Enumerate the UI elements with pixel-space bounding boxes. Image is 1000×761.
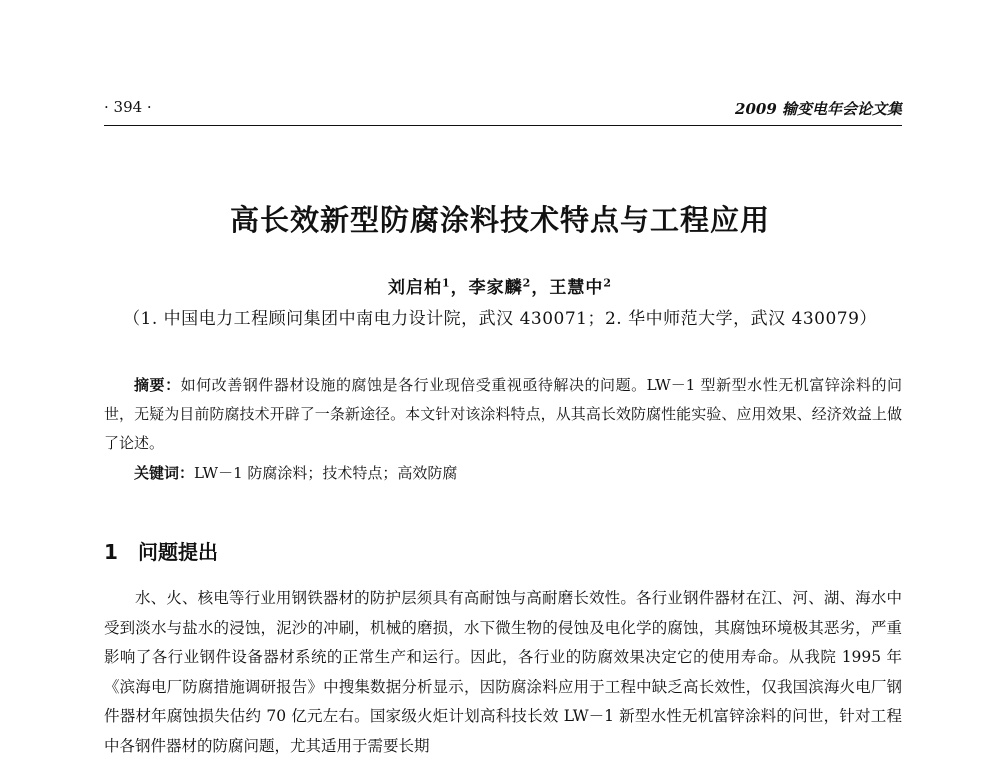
section-heading	[104, 536, 218, 565]
author-name: 李家麟	[468, 278, 523, 298]
abstract-label: 摘要：	[134, 376, 181, 394]
header-rule	[104, 125, 902, 126]
keywords-label: 关键词：	[134, 464, 195, 482]
author-affiliation-mark: 2	[603, 276, 612, 290]
abstract-text: 如何改善钢件器材设施的腐蚀是各行业现倍受重视亟待解决的问题。LW－1 型新型水性无机富锌涂料的问世，无疑为目前防腐技术开辟了一条新途径。本文针对该涂料特点，从其高长效防腐性能实验、应用效果、经济效益上做了论述。	[104, 376, 902, 452]
author-affiliation-mark: 1	[442, 276, 451, 290]
paper-title: 高长效新型防腐涂料技术特点与工程应用	[229, 203, 770, 237]
section-number: 1	[104, 540, 118, 564]
author-list: 刘启柏$^1$，李家麟$^2$，王慧中$^2$	[388, 276, 612, 298]
journal-title: 2009 输变电年会论文集	[735, 100, 902, 118]
author-name: 刘启柏	[388, 278, 443, 298]
author-name: 王慧中	[549, 278, 604, 298]
author-affiliation-mark: 2	[522, 276, 532, 290]
keywords	[104, 459, 902, 488]
affiliation: （1. 中国电力工程顾问集团中南电力设计院，武汉 430071；2. 华中师范大学，武汉 430079）	[123, 309, 877, 329]
page-number: · 394 ·	[104, 98, 152, 116]
section-body: 水、火、核电等行业用钢铁器材的防护层须具有高耐蚀与高耐磨长效性。各行业钢件器材在江、河、湖、海水中受到淡水与盐水的浸蚀，泥沙的冲刷，机械的磨损，水下微生物的侵蚀及电化学的腐蚀，其腐蚀环境极其恶劣，严重影响了各行业钢件设备器材系统的正常生产和运行。因此，各行业的防腐效果决定它的使用寿命。从我院 1995 年《滨海电厂防腐措施调研报告》中搜集数据分析显示，因防腐涂料应用于工程中缺乏高长效性，仅我国滨海火电厂钢件器材年腐蚀损失估约 70 亿元左右。国家级火炬计划高科技长效 LW－1 新型水性无机富锌涂料的问世，针对工程中各钢件器材的防腐问题，尤其适用于需要长期	[104, 589, 902, 755]
section-title: 问题提出	[138, 540, 218, 564]
abstract	[104, 371, 902, 458]
keywords-text: LW－1 防腐涂料；技术特点；高效防腐	[194, 464, 458, 482]
